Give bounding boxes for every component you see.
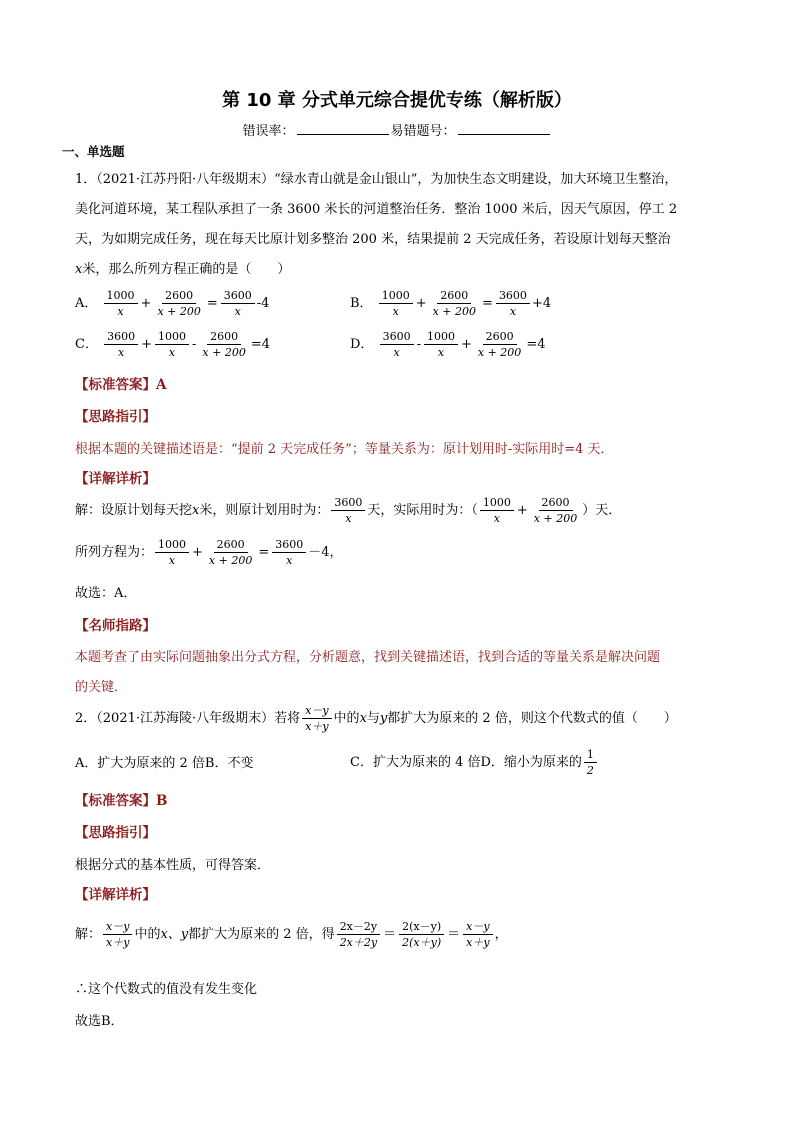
q1-detail-line3: 故选：A．: [75, 586, 137, 601]
fraction: $\frac{3600}{x}$: [104, 329, 138, 360]
fraction: $\frac{2600}{x + 200}$: [432, 289, 477, 318]
q1-text-line2: 美化河道环境，某工程队承担了一条 3600 米长的河道整治任务．整治 1000 米后，因天气原因，停工 2: [75, 202, 678, 217]
option-label: C．: [75, 337, 98, 352]
q1-option-d[interactable]: D． $\frac{3600}{x}$ - $\frac{1000}{x}$ + $\frac{2600}{x + 200}$ =4: [350, 330, 546, 359]
q1-detail-tag: 【详解详析】: [75, 471, 156, 487]
page-title: 第 10 章 分式单元综合提优专练（解析版）: [222, 90, 572, 111]
q2-options-cd[interactable]: C．扩大为原来的 4 倍D．缩小为原来的 $\frac{1}{2}$: [350, 747, 599, 778]
q1-hint: 根据本题的关键描述语是：“提前 2 天完成任务”；等量关系为：原计划用时-实际用时=4 天．: [75, 442, 614, 457]
easy-wrong-label: 易错题号：: [390, 124, 456, 139]
q1-text-line1: 1．（2021·江苏丹阳·八年级期末）“绿水青山就是金山银山”，为加快生态文明建设，加大环境卫生整治，: [75, 172, 678, 187]
fraction: $\frac{2x-2y}{2x+2y}$: [337, 919, 380, 950]
q1-teacher-tag: 【名师指路】: [75, 618, 156, 634]
fraction: $\frac{1000}{x}$: [379, 288, 413, 319]
q2-detail-line2: ∴这个代数式的值没有发生变化: [75, 982, 258, 997]
q2-options-ab[interactable]: A．扩大为原来的 2 倍B．不变: [75, 756, 254, 771]
fraction: $\frac{1}{2}$: [584, 747, 597, 778]
q1-hint-tag: 【思路指引】: [75, 409, 156, 425]
q2-answer: 【标准答案】B: [75, 793, 168, 809]
fraction: $\frac{3600}{x}$: [272, 537, 306, 568]
q1-answer: 【标准答案】A: [75, 377, 167, 393]
option-label: B．: [350, 296, 373, 311]
q1-option-b[interactable]: B． $\frac{1000}{x}$ + $\frac{2600}{x + 200}$ = $\frac{3600}{x}$ +4: [350, 289, 552, 318]
fraction: $\frac{1000}{x}$: [155, 537, 189, 568]
fraction: $\frac{2600}{x + 200}$: [533, 496, 578, 525]
fraction: $\frac{1000}{x}$: [104, 288, 138, 319]
fraction: $\frac{3600}{x}$: [380, 329, 414, 360]
answer-value: B: [156, 793, 168, 809]
q1-text-line4: [75, 258, 290, 277]
fraction: $\frac{3600}{x}$: [221, 288, 255, 319]
option-label: D．: [350, 337, 374, 352]
fraction: $\frac{1000}{x}$: [155, 329, 189, 360]
fraction: $\frac{2600}{x + 200}$: [477, 330, 522, 359]
fraction: $\frac{x-y}{x+y}$: [302, 703, 331, 734]
q2-text: 2．（2021·江苏海陵·八年级期末）若将 $\frac{x-y}{x+y}$ 中的x与y都扩大为原来的 2 倍，则这个代数式的值（ ）: [75, 704, 677, 733]
fraction: $\frac{1000}{x}$: [480, 495, 514, 526]
easy-wrong-blank[interactable]: [458, 122, 550, 135]
q2-detail-tag: 【详解详析】: [75, 887, 156, 903]
fraction: $\frac{x-y}{x+y}$: [463, 919, 492, 950]
section-title: 一、单选题: [62, 144, 125, 159]
fraction: $\frac{1000}{x}$: [424, 329, 458, 360]
fraction: $\frac{3600}{x}$: [496, 288, 530, 319]
error-rate-blank[interactable]: [297, 122, 389, 135]
q1-teacher-line2: 的关键．: [75, 680, 128, 695]
fraction: $\frac{2600}{x + 200}$: [202, 330, 246, 359]
fraction: $\frac{3600}{x}$: [331, 495, 365, 526]
q2-hint: 根据分式的基本性质，可得答案．: [75, 858, 271, 873]
fraction: $\frac{2600}{x + 200}$: [208, 538, 253, 567]
q1-option-a[interactable]: A． $\frac{1000}{x}$ + $\frac{2600}{x + 200}$ = $\frac{3600}{x}$ -4: [75, 289, 270, 318]
fraction: $\frac{2600}{x + 200}$: [157, 289, 201, 318]
error-rate-label: 错误率：: [242, 124, 295, 139]
q2-detail-line3: 故选B．: [75, 1014, 124, 1029]
q1-teacher-line1: 本题考查了由实际问题抽象出分式方程，分析题意，找到关键描述语，找到合适的等量关系是解决问题: [75, 650, 661, 665]
q1-detail-line1: 解：设原计划每天挖x米，则原计划用时为： $\frac{3600}{x}$ 天，实际用时为：（ $\frac{1000}{x}$ + $\frac{2600}{x + 200}$ ）天．: [75, 496, 622, 525]
fraction: $\frac{x-y}{x+y}$: [103, 919, 132, 950]
q1-detail-line2: 所列方程为： $\frac{1000}{x}$ + $\frac{2600}{x + 200}$ = $\frac{3600}{x}$ －4，: [75, 538, 343, 567]
q1-text-line3: 天，为如期完成任务，现在每天比原计划多整治 200 米，结果提前 2 天完成任务，若设原计划每天整治: [75, 232, 671, 247]
error-stats-line: [0, 120, 794, 139]
var-x: x: [75, 262, 83, 277]
q2-detail-line1: 解： $\frac{x-y}{x+y}$ 中的x、y都扩大为原来的 2 倍，得 $\frac{2x-2y}{2x+2y}$ ＝ $\frac{2(x-y)}{2(x+y)}$ ＝ $\frac{x-y}{x+y}$ ，: [75, 920, 508, 949]
q2-hint-tag: 【思路指引】: [75, 825, 156, 841]
option-label: A．: [75, 296, 98, 311]
fraction: $\frac{2(x-y)}{2(x+y)}$: [399, 919, 444, 950]
answer-value: A: [156, 377, 167, 393]
q1-option-c[interactable]: C． $\frac{3600}{x}$ + $\frac{1000}{x}$ - $\frac{2600}{x + 200}$ =4: [75, 330, 270, 359]
q1-text-line4-rest: 米，那么所列方程正确的是（ ）: [82, 262, 291, 277]
